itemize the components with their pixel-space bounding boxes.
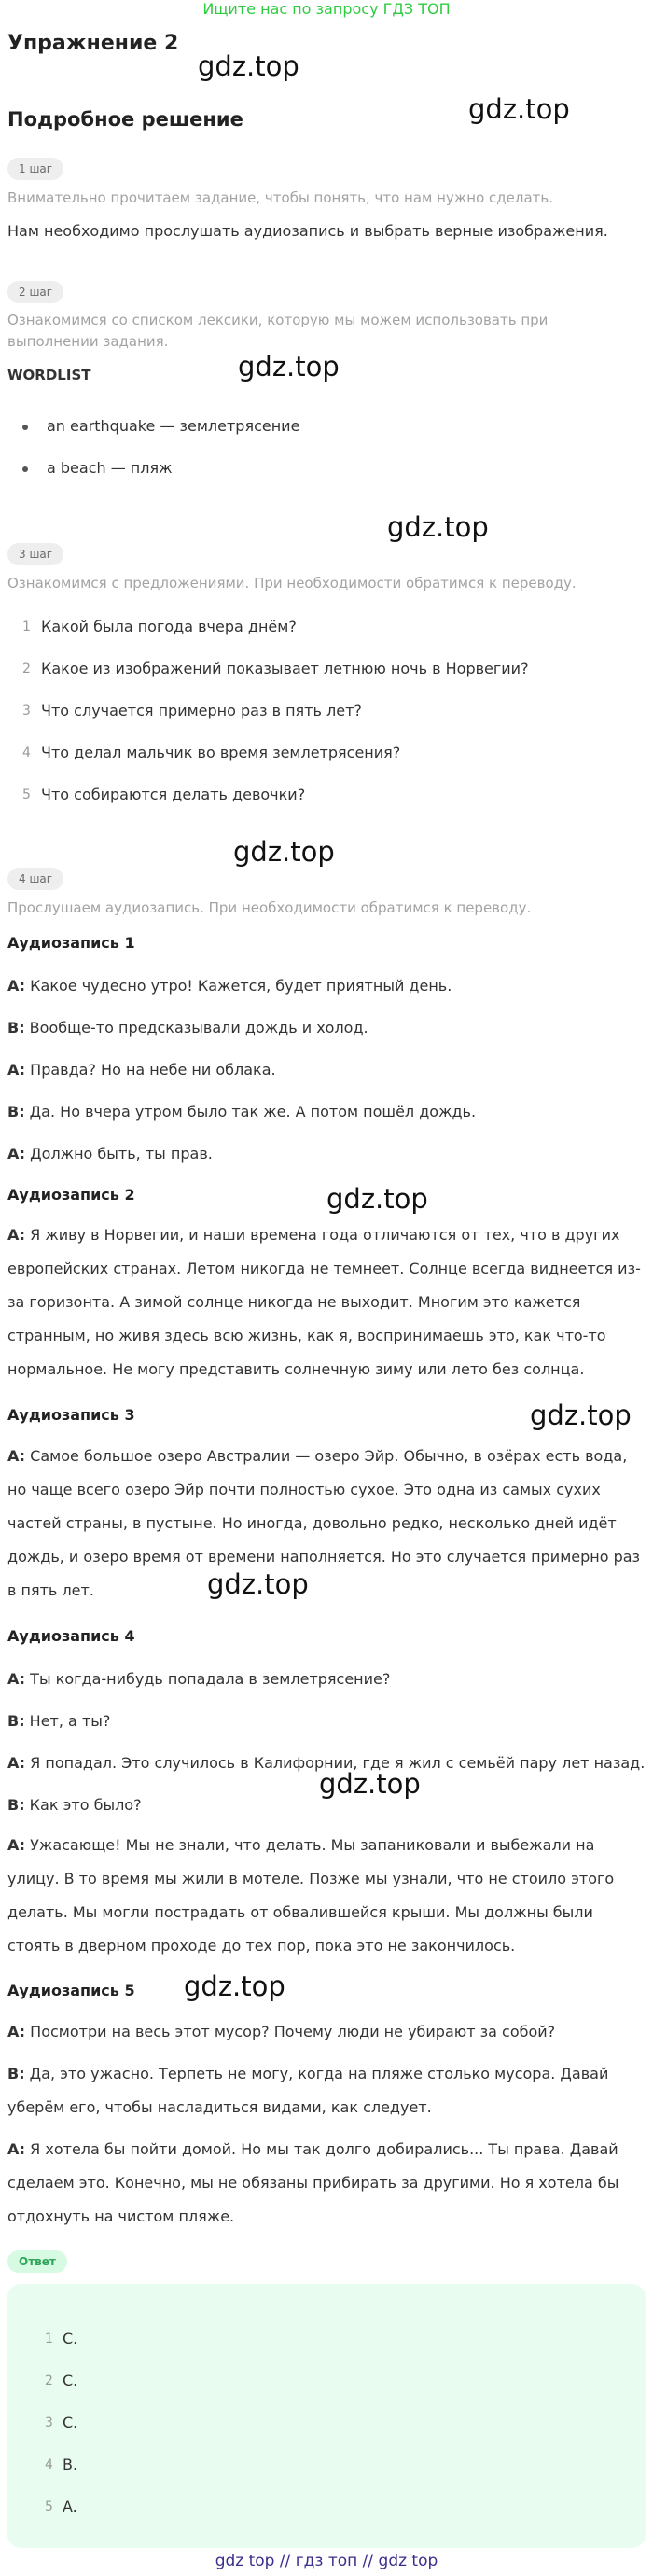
- question-text: Что делал мальчик во время землетрясения?: [41, 744, 401, 761]
- dialogue-paragraph: A: Посмотри на весь этот мусор? Почему люди не убирают за собой?: [7, 2023, 556, 2040]
- dialogue-line: B: Вообще-то предсказывали дождь и холод.: [7, 1019, 368, 1037]
- dialogue-line: B: Как это было?: [7, 1796, 142, 1814]
- dialogue-line: B: Да. Но вчера утром было так же. А потом пошёл дождь.: [7, 1103, 477, 1121]
- search-banner[interactable]: Ищите нас по запросу ГДЗ ТОП: [202, 0, 451, 18]
- question-text: Что случается примерно раз в пять лет?: [41, 702, 362, 719]
- step-badge: 4 шаг: [7, 868, 63, 890]
- watermark: gdz.top: [207, 1568, 309, 1600]
- question-number: 1: [22, 620, 31, 634]
- answer-box: [7, 2284, 646, 2548]
- bullet-icon: [22, 425, 28, 430]
- footer-links[interactable]: gdz top // гдз топ // gdz top: [215, 2552, 438, 2570]
- watermark: gdz.top: [238, 351, 340, 383]
- audio-heading: Аудиозапись 1: [7, 934, 135, 952]
- step-badge: 1 шаг: [7, 158, 63, 180]
- step-hint: Прослушаем аудиозапись. При необходимости обратимся к переводу.: [7, 899, 532, 916]
- dialogue-line: A: Какое чудесно утро! Кажется, будет приятный день.: [7, 977, 452, 995]
- question-text: Что собираются делать девочки?: [41, 786, 306, 803]
- watermark: gdz.top: [326, 1183, 428, 1215]
- audio-heading: Аудиозапись 4: [7, 1627, 135, 1645]
- step-hint: Ознакомимся со списком лексики, которую мы можем использовать при выполнении задания.: [7, 312, 549, 350]
- wordlist-title: WORDLIST: [7, 367, 91, 383]
- answer-number: 3: [45, 2416, 53, 2430]
- dialogue-paragraph: A: Ужасающе! Мы не знали, что делать. Мы запаниковали и выбежали на улицу. В то время мы жили в мотеле. Позже мы узнали, что не стоило этого делать. Мы могли пострадать от обвалившейся крыши. Мы должны были стоять в дверном проходе до тех пор, пока это не закончилось.: [7, 1836, 615, 1955]
- wordlist-item: an earthquake — землетрясение: [22, 417, 299, 435]
- watermark: gdz.top: [233, 836, 335, 868]
- bullet-icon: [22, 466, 28, 472]
- answer-value: C.: [63, 2414, 78, 2431]
- answer-value: A.: [63, 2498, 77, 2515]
- answer-number: 2: [45, 2374, 53, 2388]
- answer-number: 5: [45, 2499, 53, 2514]
- dialogue-line: A: Я попадал. Это случилось в Калифорнии, где я жил с семьёй пару лет назад.: [7, 1754, 646, 1772]
- section-title: Подробное решение: [7, 108, 243, 131]
- question-number: 3: [22, 703, 31, 718]
- dialogue-line: A: Правда? Но на небе ни облака.: [7, 1061, 276, 1079]
- answer-number: 1: [45, 2332, 53, 2346]
- dialogue-paragraph: A: Я хотела бы пойти домой. Но мы так долго добирались... Ты права. Давай сделаем это. Конечно, мы не обязаны прибирать за другими. Но я хотела бы отдохнуть на чистом пляже.: [7, 2140, 619, 2225]
- answer-value: C.: [63, 2372, 78, 2389]
- dialogue-paragraph: B: Да, это ужасно. Терпеть не могу, когда на пляже столько мусора. Давай уберём его, чтобы насладиться видами, как следует.: [7, 2065, 609, 2116]
- dialogue-paragraph: A: Самое большое озеро Австралии — озеро Эйр. Обычно, в озёрах есть вода, но чаще всего озеро Эйр почти полностью сухое. Это одна из самых сухих частей страны, в пустыне. Но иногда, довольно редко, несколько дней идёт дождь, и озеро время от времени наполняется. Но это случается примерно раз в пять лет.: [7, 1447, 641, 1599]
- step-badge: 2 шаг: [7, 281, 63, 303]
- watermark: gdz.top: [184, 1970, 285, 2002]
- dialogue-line: B: Нет, а ты?: [7, 1712, 111, 1730]
- answer-badge: Ответ: [7, 2250, 67, 2273]
- dialogue-paragraph: A: Я живу в Норвегии, и наши времена года отличаются от тех, что в других европейских странах. Летом никогда не темнеет. Солнце всегда виднеется из-за горизонта. А зимой солнце никогда не выходит. Многим это кажется странным, но живя здесь всю жизнь, как я, воспринимаешь это, как что-то нормальное. Не могу представить солнечную зиму или лето без солнца.: [7, 1226, 641, 1378]
- wordlist-item: a beach — пляж: [22, 459, 173, 477]
- watermark: gdz.top: [319, 1768, 421, 1800]
- question-text: Какой была погода вчера днём?: [41, 618, 297, 635]
- step-text: Нам необходимо прослушать аудиозапись и выбрать верные изображения.: [7, 222, 608, 240]
- step-hint: Внимательно прочитаем задание, чтобы понять, что нам нужно сделать.: [7, 189, 554, 206]
- watermark: gdz.top: [198, 50, 299, 82]
- question-number: 2: [22, 661, 31, 676]
- audio-heading: Аудиозапись 3: [7, 1406, 135, 1424]
- question-number: 5: [22, 787, 31, 802]
- answer-value: C.: [63, 2330, 78, 2347]
- audio-heading: Аудиозапись 2: [7, 1186, 135, 1204]
- page-title: Упражнение 2: [7, 32, 179, 55]
- answer-value: B.: [63, 2456, 78, 2473]
- step-badge: 3 шаг: [7, 543, 63, 565]
- watermark: gdz.top: [468, 93, 570, 125]
- dialogue-line: A: Должно быть, ты прав.: [7, 1145, 213, 1163]
- answer-number: 4: [45, 2458, 53, 2472]
- step-hint: Ознакомимся с предложениями. При необходимости обратимся к переводу.: [7, 575, 577, 592]
- question-number: 4: [22, 745, 31, 760]
- watermark: gdz.top: [530, 1399, 632, 1431]
- watermark: gdz.top: [387, 511, 489, 543]
- audio-heading: Аудиозапись 5: [7, 1982, 135, 1999]
- dialogue-line: A: Ты когда-нибудь попадала в землетрясение?: [7, 1670, 391, 1688]
- question-text: Какое из изображений показывает летнюю ночь в Норвегии?: [41, 660, 529, 677]
